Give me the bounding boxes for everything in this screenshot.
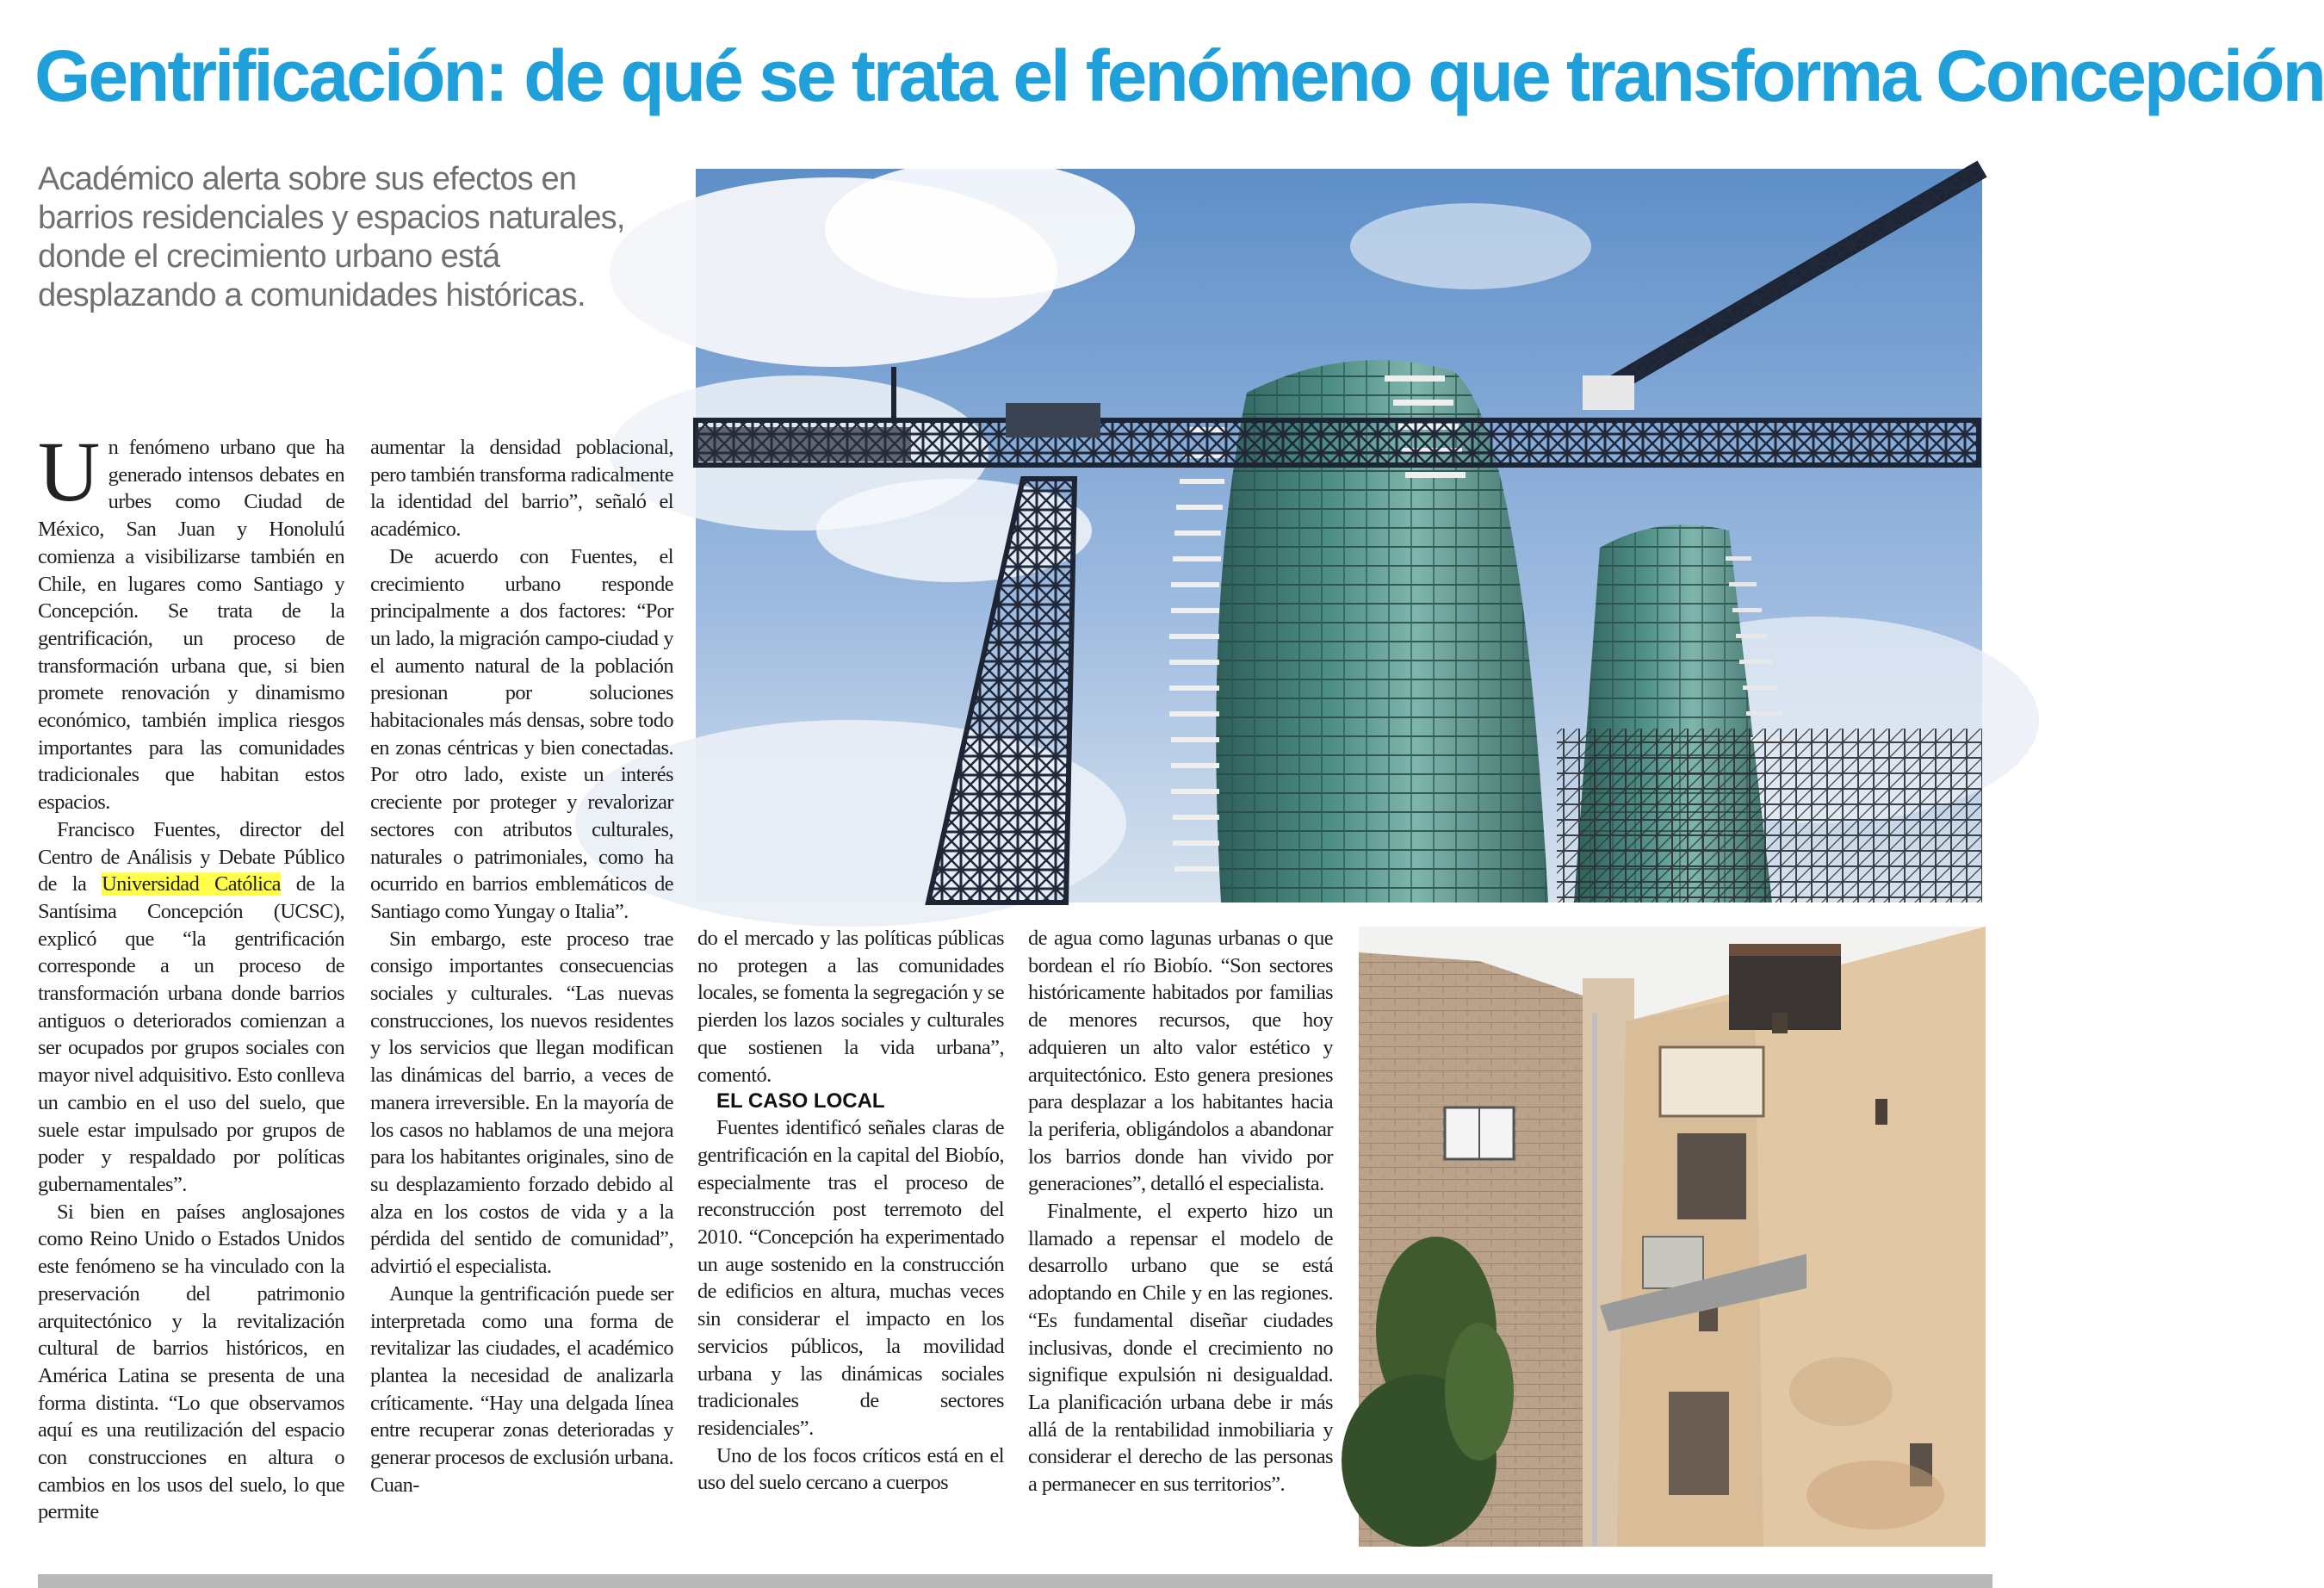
highlighted-text: Universidad Católica — [102, 872, 281, 896]
paragraph: Fuentes identificó señales claras de gentrificación en la capital del Biobío, especialmente tras el proceso de reconstrucción post terremoto del 2010. “Concepción ha experimentado un auge sostenido en la construcción de edificios en altura, muchas veces sin considerar el impacto en los servicios públicos, la movilidad urbana y las dinámicas sociales tradicionales de sectores residenciales”. — [697, 1116, 1004, 1440]
paragraph: De acuerdo con Fuentes, el crecimiento urbano responde principalmente a dos factores: “Por un lado, la migración campo-ciudad y el aumento natural de la población presionan por soluciones habitacionales más densas, sobre todo en zonas céntricas y bien conectadas. Por otro lado, existe un interés creciente por proteger y revalorizar sectores con atributos culturales, naturales o patrimoniales, como ha ocurrido en barrios emblemáticos de Santiago como Yungay o Italia”. — [370, 544, 673, 923]
paragraph: Aunque la gentrificación puede ser interpretada como una forma de revitalizar las ciudades, el académico plantea la necesidad de analizarla críticamente. “Hay una delgada línea entre recuperar zonas deterioradas y generar procesos de exclusión urbana. Cuan- — [370, 1281, 673, 1497]
paragraph: Francisco Fuentes, director del Centro de Análisis y Debate Público de la Universidad Católica de la Santísima Concepción (UCSC), explicó que “la gentrificación corresponde a un proceso de transformación urbana donde barrios antiguos o deteriorados comienzan a ser ocupados por grupos sociales con mayor nivel adquisitivo. Esto conlleva un cambio en el uso del suelo, que suele estar impulsado por grupos de poder y respaldado por políticas gubernamentales”. — [38, 817, 344, 1196]
paragraph: Finalmente, el experto hizo un llamado a repensar el modelo de desarrollo urbano que se está adoptando en Chile y en las regiones. “Es fundamental diseñar ciudades inclusivas, donde el crecimiento no signifique expulsión ni desigualdad. La planificación urbana debe ir más allá de la rentabilidad inmobiliaria y considerar el derecho de las personas a permanecer en sus territorios”. — [1028, 1200, 1333, 1497]
paragraph: de agua como lagunas urbanas o que bordean el río Biobío. “Son sectores históricamente habitados por familias de menores recursos, que hoy adquieren un alto valor estético y arquitectónico. Esto genera presiones para desplazar a los habitantes hacia la periferia, obligándolos a abandonar los barrios donde han vivido por generaciones”, detalló el especialista. — [1028, 927, 1333, 1196]
headline: Gentrificación: de qué se trata el fenómeno que transforma Concepción — [34, 35, 2324, 116]
paragraph: Si bien en países anglosajones como Reino Unido o Estados Unidos este fenómeno se ha vinculado con la preservación del patrimonio arquitectónico y la revitalización cultural de barrios históricos, en América Latina se presenta de una forma distinta. “Lo que observamos aquí es una reutilización del espacio con construcciones en altura o cambios en los usos del suelo, lo que permite — [38, 1200, 344, 1524]
paragraph: Uno de los focos críticos está en el uso del suelo cercano a cuerpos — [697, 1443, 1004, 1495]
paragraph: Un fenómeno urbano que ha generado intensos debates en urbes como Ciudad de México, San Juan y Honolulú comienza a visibilizarse también en Chile, en lugares como Santiago y Concepción. Se trata de la gentrificación, un proceso de transformación urbana que, si bien promete renovación y dinamismo económico, también implica riesgos importantes para las comunidades tradicionales que habitan estos espacios. — [38, 424, 344, 815]
photo-old-buildings — [1359, 927, 1986, 1547]
article-column-1 — [38, 424, 344, 1526]
paragraph: Sin embargo, este proceso trae consigo importantes consecuencias sociales y culturales. “Las nuevas construcciones, los nuevos residentes y los servicios que llegan modifican las dinámicas del barrio, a veces de manera irreversible. En la mayoría de los casos no hablamos de una mejora para los habitantes originales, sino de su desplazamiento forzado debido al alza en los costos de vida y a la pérdida del sentido de comunidad”, advirtió el especialista. — [370, 927, 673, 1279]
article-column-2 — [370, 434, 673, 1498]
article-column-4 — [1028, 925, 1333, 1498]
article-column-3 — [697, 925, 1004, 1497]
dek-subtitle: Académico alerta sobre sus efectos en barrios residenciales y espacios naturales, donde el crecimiento urbano está desplazando a comunidades históricas. — [38, 161, 625, 313]
section-subhead: EL CASO LOCAL — [716, 1089, 885, 1113]
drop-cap: U — [38, 424, 100, 519]
photo-crane-towers — [696, 169, 1982, 903]
paragraph: aumentar la densidad poblacional, pero también transforma radicalmente la identidad del barrio”, señaló el académico. — [370, 436, 673, 542]
bottom-rule — [38, 1574, 1992, 1588]
paragraph: do el mercado y las políticas públicas no protegen a las comunidades locales, se fomenta la segregación y se pierden los lazos sociales y culturales que sostienen la vida urbana”, comentó. — [697, 927, 1004, 1087]
